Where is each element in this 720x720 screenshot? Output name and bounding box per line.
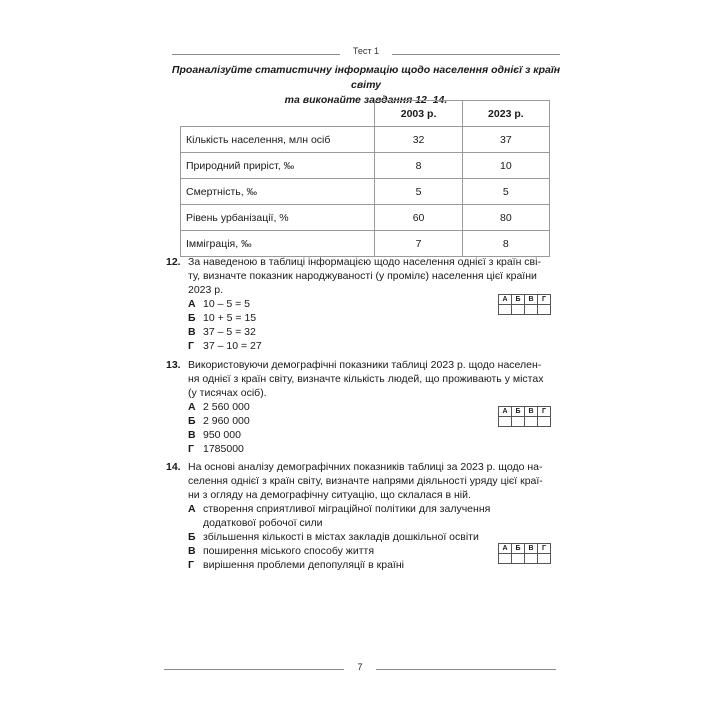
answer-cell-b[interactable]: [512, 417, 525, 427]
answer-cell-d[interactable]: [538, 417, 551, 427]
option-letter: В: [188, 429, 196, 441]
header-title: Тест 1: [352, 46, 380, 56]
answer-cell-c[interactable]: [525, 305, 538, 315]
cell-2023: 8: [462, 231, 549, 257]
table-row: [181, 127, 550, 153]
grid-letter: В: [525, 407, 538, 417]
cell-2003: 60: [375, 205, 462, 231]
grid-letter: В: [525, 295, 538, 305]
option-letter: В: [188, 326, 196, 338]
footer-rule-right: [376, 669, 556, 670]
option-letter: А: [188, 401, 196, 413]
answer-cell-a[interactable]: [499, 554, 512, 564]
option-text: 2 960 000: [203, 415, 250, 427]
option-text: 10 + 5 = 15: [203, 312, 257, 324]
cell-2003: 5: [375, 179, 462, 205]
page-header: [172, 46, 560, 60]
option-letter: А: [188, 298, 196, 310]
header-rule-right: [392, 54, 560, 55]
cell-2003: 7: [375, 231, 462, 257]
column-header-2003: 2003 р.: [375, 101, 462, 127]
option-d: [188, 339, 566, 353]
answer-cell-b[interactable]: [512, 554, 525, 564]
stem-line: ня однієї з країн світу, визначте кількість людей, що проживають у містах: [188, 373, 544, 385]
cell-2023: 37: [462, 127, 549, 153]
page-footer: [164, 662, 556, 676]
intro-line-1: Проаналізуйте статистичну інформацію щодо населення однієї з країн світу: [171, 64, 561, 91]
row-label: Імміграція, ‰: [181, 231, 375, 257]
grid-letter: А: [499, 407, 512, 417]
grid-letter: Г: [538, 544, 551, 554]
cell-2023: 80: [462, 205, 549, 231]
grid-letter: В: [525, 544, 538, 554]
option-text: 2 560 000: [203, 401, 250, 413]
answer-cell-d[interactable]: [538, 554, 551, 564]
stem-line: ни з огляду на демографічну ситуацію, що склалася в ній.: [188, 489, 471, 501]
stem-line: Використовуючи демографічні показники таблиці 2023 р. щодо населен-: [188, 359, 542, 371]
table-corner-cell: [181, 101, 375, 127]
option-letter: Г: [188, 559, 194, 571]
question-number: 13.: [166, 359, 181, 371]
option-c: [188, 428, 566, 442]
intro-line-2: та виконайте завдання 12–14.: [284, 94, 448, 106]
option-letter: Б: [188, 415, 196, 427]
cell-2023: 10: [462, 153, 549, 179]
option-text: вирішення проблеми депопуляції в країні: [203, 559, 404, 571]
table-row: [181, 205, 550, 231]
option-c: [188, 325, 566, 339]
stem-line: ту, визначте показник народжуваності (у промілє) населення цієї країни: [188, 270, 537, 282]
page-number: 7: [357, 662, 363, 672]
answer-cell-a[interactable]: [499, 305, 512, 315]
statistics-table: [180, 100, 550, 257]
question-stem: [188, 255, 566, 297]
grid-letter: Б: [512, 295, 525, 305]
grid-letter: Г: [538, 407, 551, 417]
question-number: 14.: [166, 461, 181, 473]
stem-line: За наведеною в таблиці інформацією щодо населення однієї з країн сві-: [188, 256, 541, 268]
question-number: 12.: [166, 256, 181, 268]
stem-line: На основі аналізу демографічних показників таблиці за 2023 р. щодо на-: [188, 461, 543, 473]
answer-cell-d[interactable]: [538, 305, 551, 315]
grid-letter: А: [499, 295, 512, 305]
row-label: Рівень урбанізації, %: [181, 205, 375, 231]
table-row: [181, 153, 550, 179]
option-b: [188, 530, 566, 544]
option-text: створення сприятливої міграційної політики для залучення: [203, 503, 491, 515]
answer-cell-b[interactable]: [512, 305, 525, 315]
table-row: [181, 179, 550, 205]
grid-letter: Г: [538, 295, 551, 305]
answer-cell-a[interactable]: [499, 417, 512, 427]
question-stem: [188, 358, 566, 400]
column-header-2023: 2023 р.: [462, 101, 549, 127]
answer-grid-14: [498, 543, 551, 564]
table-row: [181, 231, 550, 257]
option-letter: Г: [188, 443, 194, 455]
option-a: [188, 502, 566, 530]
row-label: Природний приріст, ‰: [181, 153, 375, 179]
option-text: поширення міського способу життя: [203, 545, 374, 557]
cell-2003: 8: [375, 153, 462, 179]
cell-2003: 32: [375, 127, 462, 153]
option-letter: В: [188, 545, 196, 557]
grid-letter: А: [499, 544, 512, 554]
row-label: Кількість населення, млн осіб: [181, 127, 375, 153]
answer-cell-c[interactable]: [525, 554, 538, 564]
option-text: 1785000: [203, 443, 244, 455]
table-header-row: [181, 101, 550, 127]
stem-line: (у тисячах осіб).: [188, 387, 267, 399]
option-text-continued: додаткової робочої сили: [203, 517, 323, 529]
option-letter: Б: [188, 312, 196, 324]
question-stem: [188, 460, 566, 502]
option-text: збільшення кількості в містах закладів дошкільної освіти: [203, 531, 479, 543]
stem-line: 2023 р.: [188, 284, 224, 296]
answer-grid-12: [498, 294, 551, 315]
answer-cell-c[interactable]: [525, 417, 538, 427]
option-text: 37 – 5 = 32: [203, 326, 256, 338]
option-letter: А: [188, 503, 196, 515]
option-d: [188, 442, 566, 456]
option-text: 950 000: [203, 429, 241, 441]
grid-letter: Б: [512, 544, 525, 554]
option-letter: Б: [188, 531, 196, 543]
cell-2023: 5: [462, 179, 549, 205]
row-label: Смертність, ‰: [181, 179, 375, 205]
option-text: 37 – 10 = 27: [203, 340, 262, 352]
grid-letter: Б: [512, 407, 525, 417]
stem-line: селення однієї з країн світу, визначте напрями діяльності уряду цієї краї-: [188, 475, 543, 487]
answer-grid-13: [498, 406, 551, 427]
option-letter: Г: [188, 340, 194, 352]
option-text: 10 – 5 = 5: [203, 298, 250, 310]
